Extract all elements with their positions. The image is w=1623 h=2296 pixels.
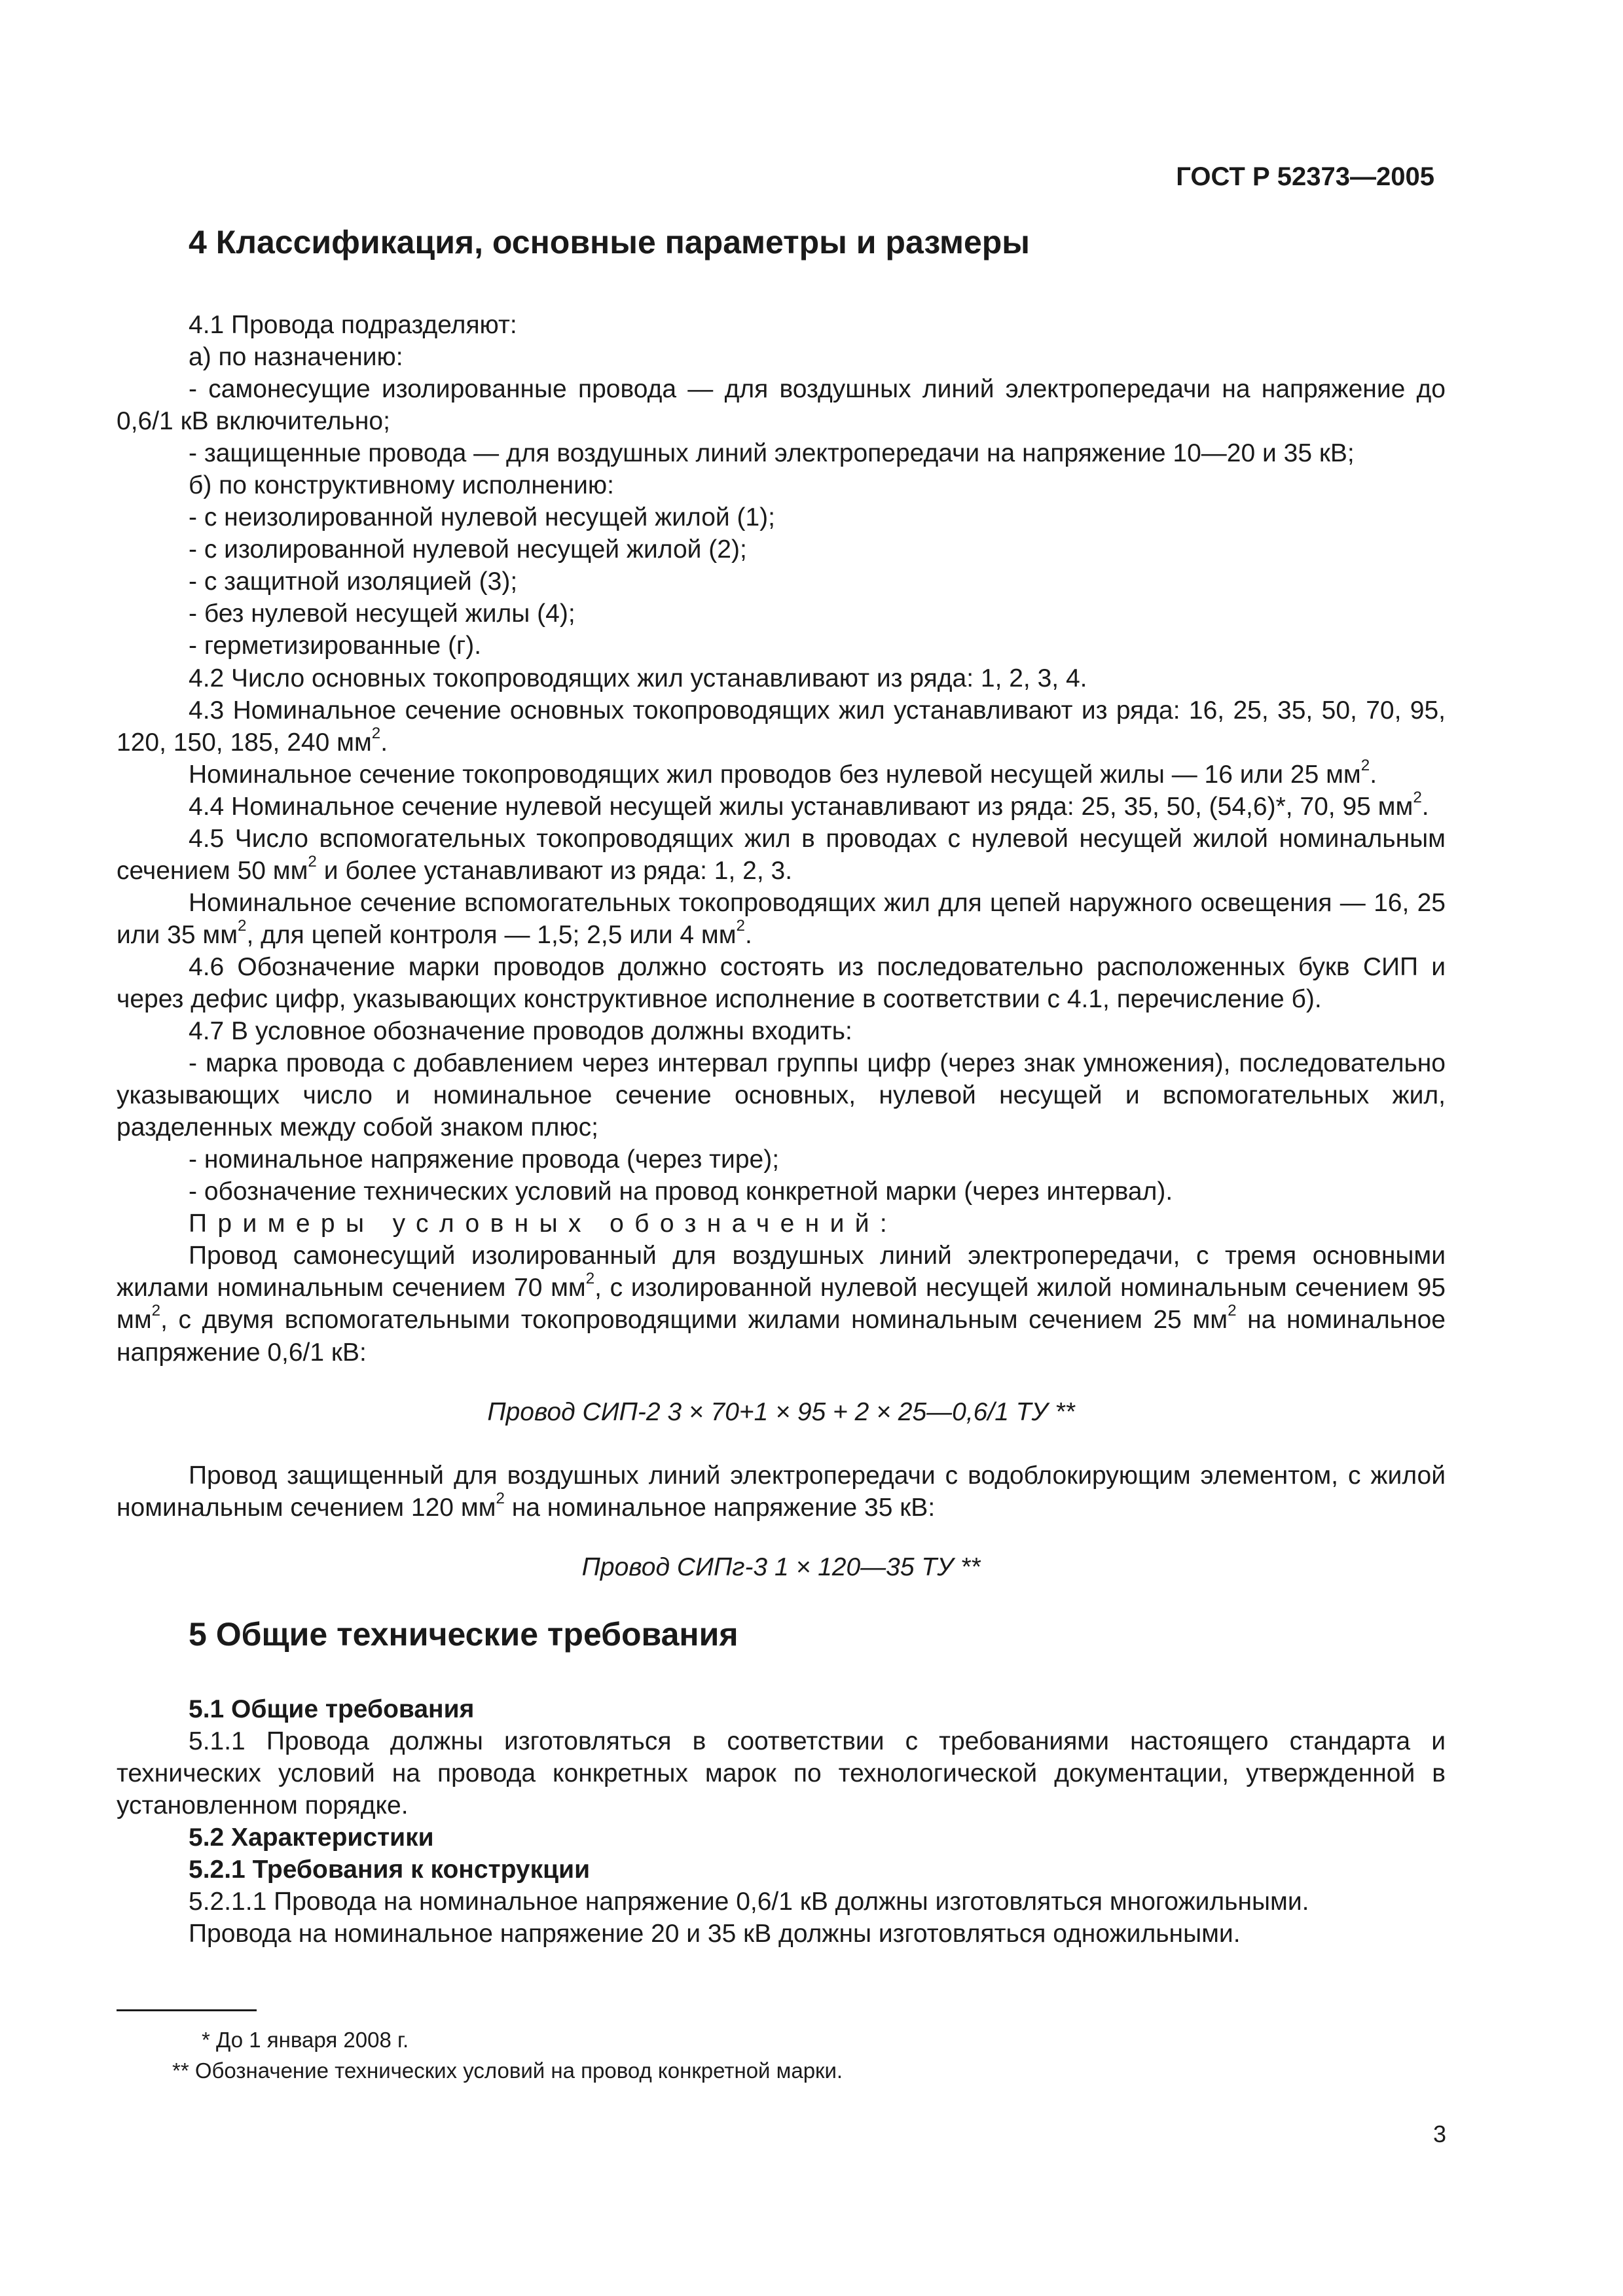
superscript: 2 [238, 917, 247, 935]
subsection-5-2-1-heading: 5.2.1 Требования к конструкции [189, 1855, 591, 1884]
paragraph-4-5-note: Номинальное сечение вспомогательных токопроводящих жил для цепей наружного освещения — 16, 25 или 35 $мм^2$, для цепей контроля — 1,5; 2,5 или 4 $мм^2$. [117, 888, 1446, 949]
superscript: 2 [585, 1270, 595, 1288]
example-1-text-a: Провод самонесущий изолированный для воздушных линий электропередачи, с тремя основными жилами номинальным сечением 70 мм [117, 1242, 1446, 1302]
list-item-b3: - с защитной изоляцией (3); [189, 567, 518, 596]
paragraph-4-1: 4.1 Провода подразделяют: [189, 311, 517, 339]
list-item-b1: - с неизолированной нулевой несущей жилой (1); [189, 503, 776, 532]
superscript: 2 [1413, 788, 1422, 806]
footnotes [117, 2024, 1446, 2086]
paragraph-4-6: 4.6 Обозначение марки проводов должно состоять из последовательно расположенных букв СИП и через дефис цифр, указывающих конструктивное исполнение в соответствии с 4.1, перечисление б). [117, 952, 1446, 1013]
list-item-4-7-2: - номинальное напряжение провода (через тире); [189, 1145, 780, 1174]
page-content [117, 223, 1446, 1950]
paragraph-4-4: 4.4 Номинальное сечение нулевой несущей жилы устанавливают из ряда: 25, 35, 50, (54,6)*, 70, 95 $мм^2$. [189, 788, 1429, 821]
example-2-text-b: на номинальное напряжение 35 кВ: [504, 1493, 936, 1522]
section-4-title: 4 Классификация, основные параметры и размеры [189, 224, 1030, 260]
paragraph-5-2-1-1: 5.2.1.1 Провода на номинальное напряжение 0,6/1 кВ должны изготовляться многожильными. [189, 1888, 1309, 1916]
list-item-b2: - с изолированной нулевой несущей жилой (2); [189, 535, 747, 564]
paragraph-4-4-text: 4.4 Номинальное сечение нулевой несущей жилы устанавливают из ряда: 25, 35, 50, (54,6)*, 70, 95 мм [189, 792, 1413, 821]
subsection-5-2-heading: 5.2 Характеристики [189, 1823, 434, 1852]
superscript: 2 [1228, 1302, 1237, 1320]
formula-2: Провод СИПг-3 1 × 120—35 ТУ ** [581, 1552, 981, 1581]
section-5-title: 5 Общие технические требования [189, 1615, 739, 1653]
examples-heading: Примеры условных обозначений: [189, 1210, 898, 1238]
paragraph-4-5-text-b: и более устанавливают из ряда: 1, 2, 3. [316, 856, 793, 885]
list-item-b4: - без нулевой несущей жилы (4); [189, 600, 575, 628]
list-item-a1: - самонесущие изолированные провода — для воздушных линий электропередачи на напряжение до 0,6/1 кВ включительно; [117, 375, 1446, 436]
example-2-text-a: Провод защищенный для воздушных линий электропередачи с водоблокирующим элементом, с жилой номинальным сечением 120 мм [117, 1461, 1446, 1522]
list-item-a2: - защищенные провода — для воздушных линий электропередачи на напряжение 10—20 и 35 кВ; [189, 439, 1355, 468]
superscript: 2 [1360, 756, 1370, 774]
paragraph-4-5-note-b: , для цепей контроля — 1,5; 2,5 или 4 мм [246, 920, 737, 949]
list-item-4-7-3: - обозначение технических условий на провод конкретной марки (через интервал). [189, 1177, 1173, 1206]
paragraph-4-5 [117, 823, 1446, 887]
paragraph-4-3-text: 4.3 Номинальное сечение основных токопроводящих жил устанавливают из ряда: 16, 25, 35, 50, 70, 95, 120, 150, 185, 240 мм [117, 696, 1446, 757]
page-number: 3 [1432, 2121, 1446, 2147]
paragraph-4-3-note-text: Номинальное сечение токопроводящих жил проводов без нулевой несущей жилы — 16 или 25 мм [189, 760, 1361, 789]
paragraph-4-3: 4.3 Номинальное сечение основных токопроводящих жил устанавливают из ряда: 16, 25, 35, 50, 70, 95, 120, 150, 185, 240 $мм^2$. [117, 696, 1446, 757]
document-code-header: ГОСТ Р 52373—2005 [1176, 162, 1434, 191]
list-heading-b: б) по конструктивному исполнению: [189, 471, 614, 500]
list-item-b5: - герметизированные (г). [189, 632, 482, 660]
paragraph-4-7: 4.7 В условное обозначение проводов должны входить: [189, 1017, 852, 1046]
paragraph-4-2: 4.2 Число основных токопроводящих жил устанавливают из ряда: 1, 2, 3, 4. [189, 664, 1087, 692]
example-1-text-c: , с двумя вспомогательными токопроводящими жилами номинальным сечением 25 мм [160, 1306, 1228, 1335]
superscript: 2 [496, 1489, 505, 1507]
footnote-divider [117, 2009, 257, 2011]
example-1-text-d: на номинальное напряжение 0,6/1 кВ: [117, 1306, 1446, 1367]
footnote-2: ** Обозначение технических условий на провод конкретной марки. [172, 2058, 843, 2083]
example-2 [117, 1460, 1446, 1524]
formula-1: Провод СИП-2 3 × 70+1 × 95 + 2 × 25—0,6/1 ТУ ** [487, 1397, 1075, 1426]
subsection-5-1-heading: 5.1 Общие требования [189, 1695, 475, 1723]
paragraph-4-5-text-a: 4.5 Число вспомогательных токопроводящих жил в проводах с нулевой несущей жилой номинальным сечением 50 мм [117, 824, 1446, 885]
paragraph-5-1-1: 5.1.1 Провода должны изготовляться в соответствии с требованиями настоящего стандарта и технических условий на провода конкретных марок по технологической документации, утвержденной в установленном порядке. [117, 1727, 1446, 1820]
superscript: 2 [308, 852, 317, 870]
list-heading-a: а) по назначению: [189, 343, 403, 372]
list-item-4-7-1: - марка провода с добавлением через интервал группы цифр (через знак умножения), последовательно указывающих число и номинальное сечение основных, нулевой несущей и вспомогательных жил, разделенных между собой знаком плюс; [117, 1049, 1446, 1142]
footnote-1: * До 1 января 2008 г. [202, 2028, 409, 2052]
example-1-text-b: , с изолированной нулевой несущей жилой номинальным сечением 95 мм [117, 1274, 1446, 1335]
paragraph-4-5-note-a: Номинальное сечение вспомогательных токопроводящих жил для цепей наружного освещения — 16, 25 или 35 мм [117, 888, 1446, 949]
superscript: 2 [371, 724, 381, 742]
paragraph-5-2-1-1-b: Провода на номинальное напряжение 20 и 35 кВ должны изготовляться одножильными. [189, 1920, 1241, 1948]
superscript: 2 [736, 917, 745, 935]
example-1 [117, 1240, 1446, 1368]
paragraph-4-3-note: Номинальное сечение токопроводящих жил проводов без нулевой несущей жилы — 16 или 25 $мм^2$. [189, 756, 1377, 789]
superscript: 2 [151, 1302, 161, 1320]
